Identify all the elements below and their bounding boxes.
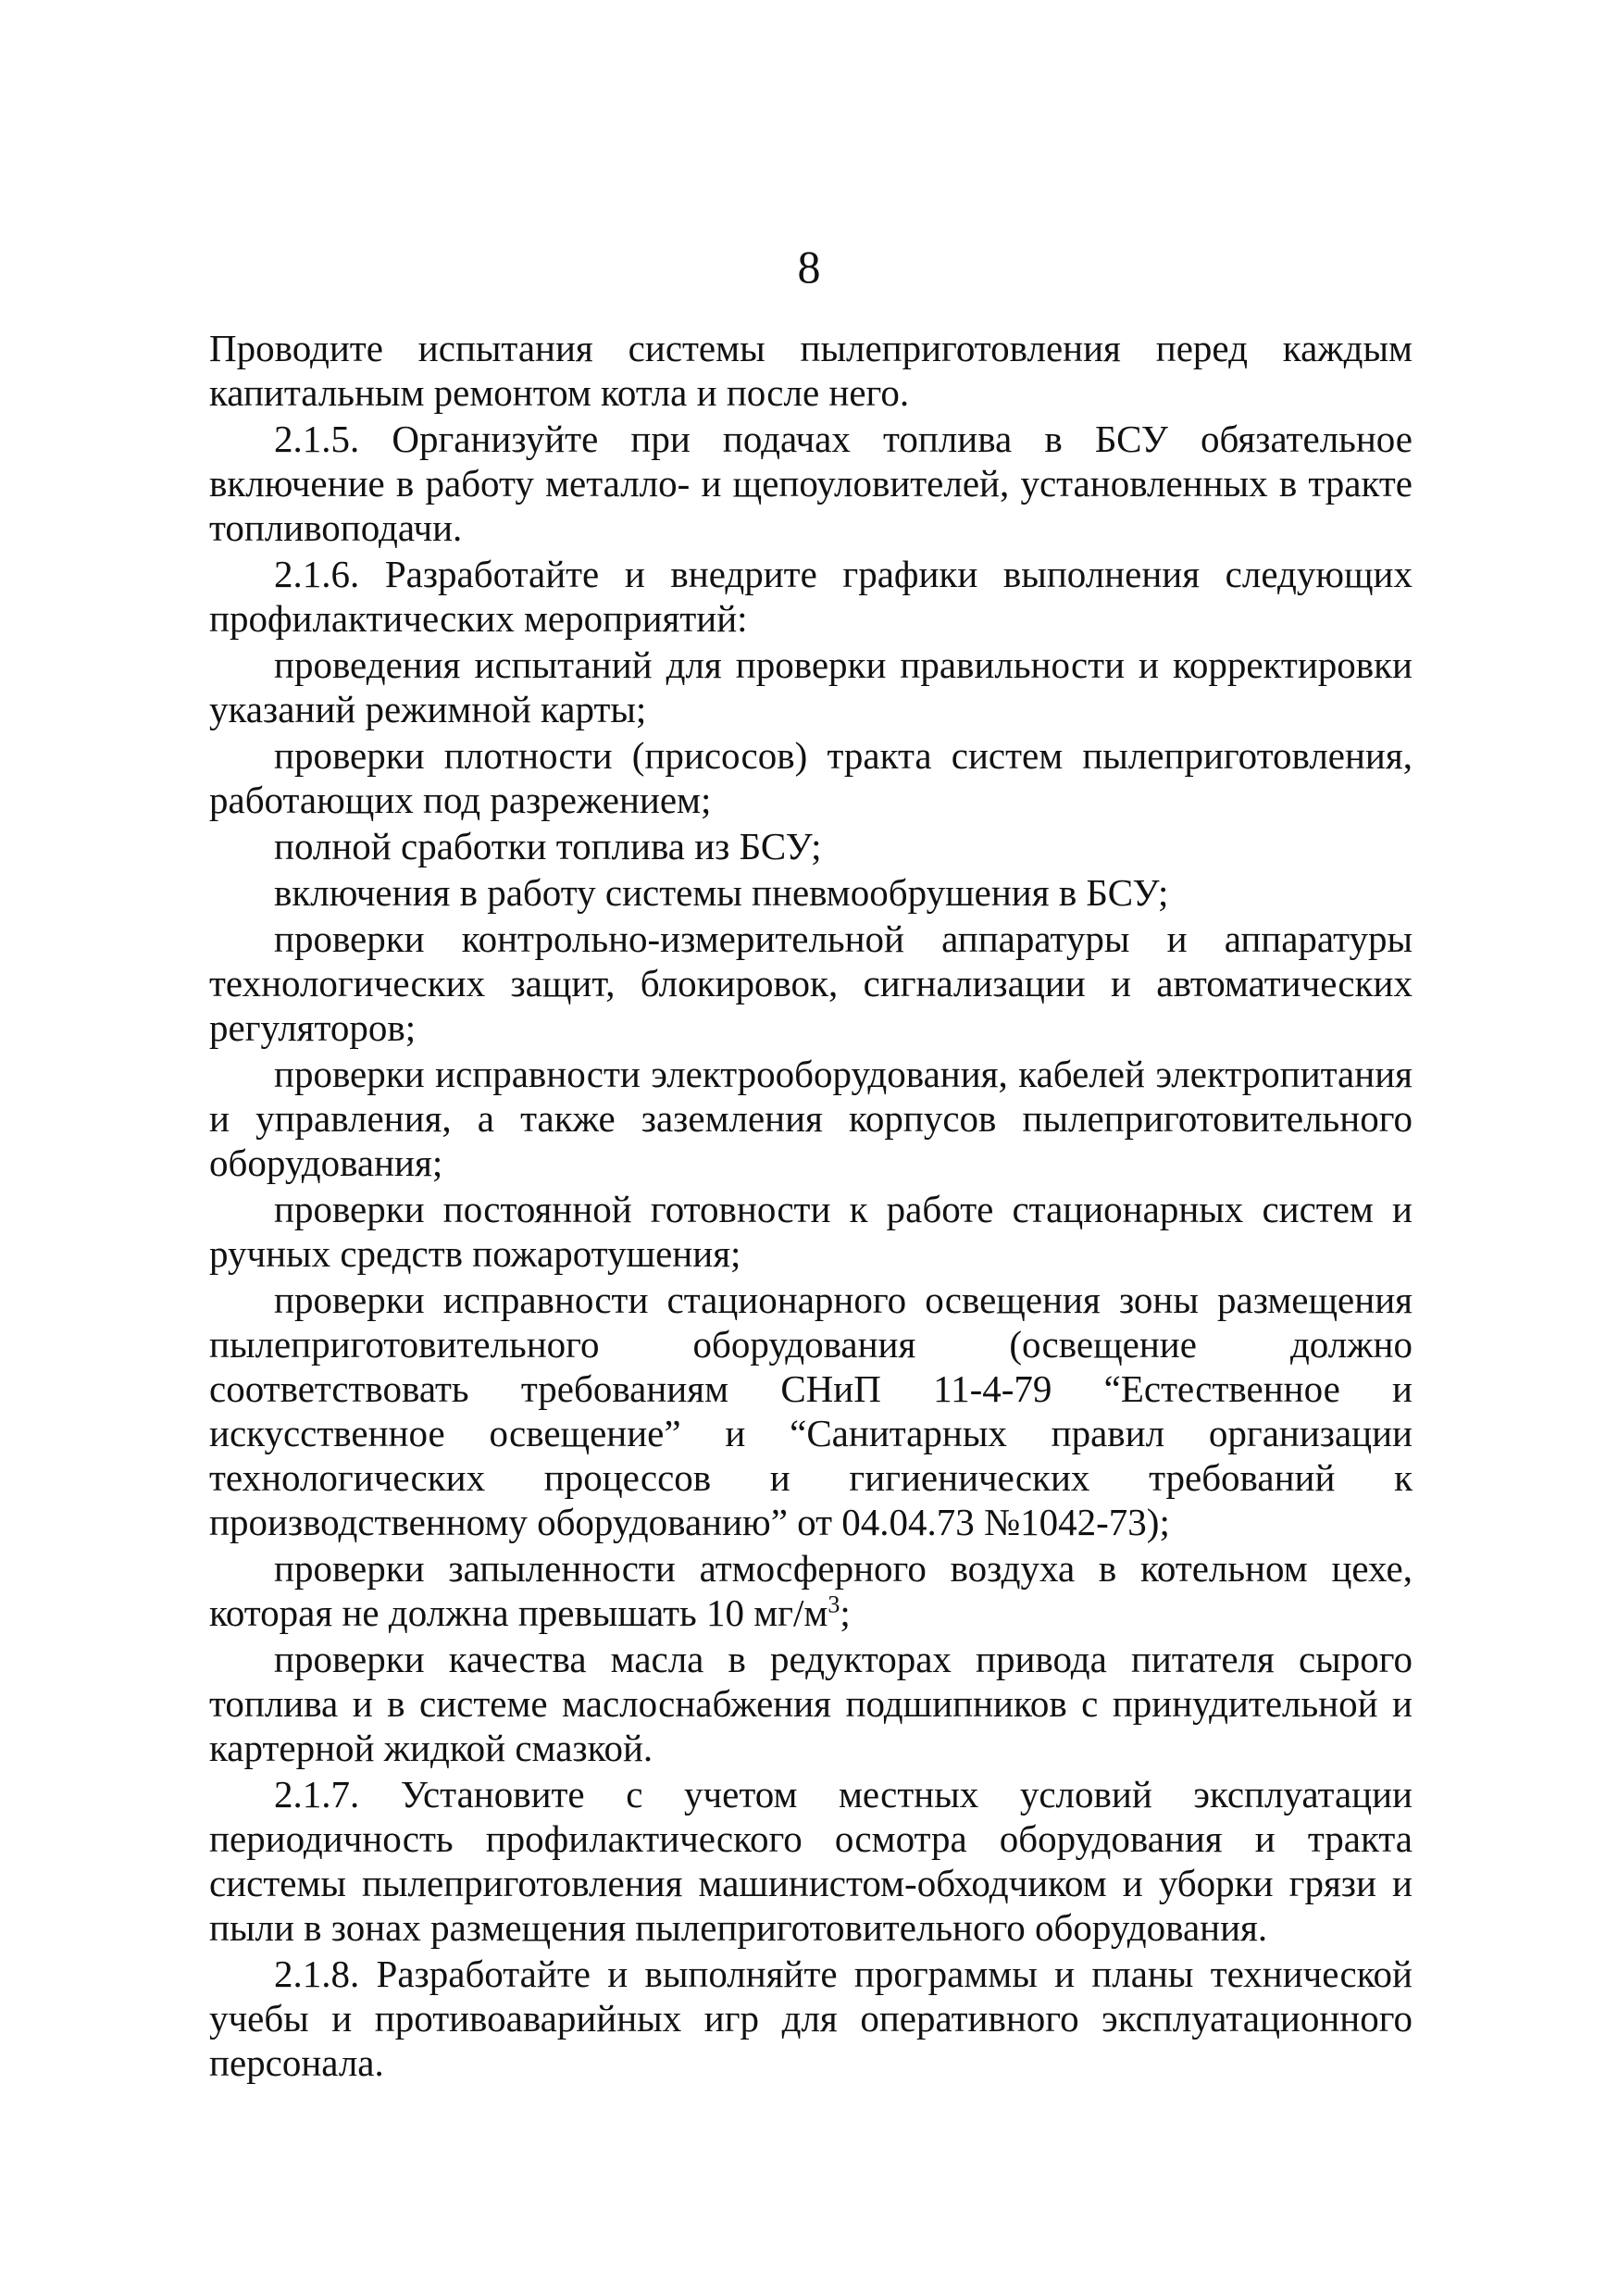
list-item-pneumatic-collapse: включения в работу системы пневмообрушения в БСУ; — [274, 871, 1169, 914]
body-text — [209, 326, 1413, 2085]
page-number: 8 — [797, 241, 821, 293]
list-item-air-leak-check: проверки плотности (присосов) тракта систем пылеприготовления, работающих под разрежением; — [209, 734, 1413, 821]
list-item-lighting-check: проверки исправности стационарного освещения зоны размещения пылеприготовительного оборудования (освещение должно соответствовать требованиям СНиП 11-4-79 “Естественное и искусственное освещение” и “Санитарных правил организации технологических процессов и гигиенических требований к производственному оборудованию” от 04.04.73 №1042-73); — [209, 1279, 1413, 1543]
paragraph-2-1-7: 2.1.7. Установите с учетом местных условий эксплуатации периодичность профилактического осмотра оборудования и тракта системы пылеприготовления машинистом-обходчиком и уборки грязи и пыли в зонах размещения пылеприготовительного оборудования. — [209, 1773, 1413, 1949]
paragraph-2-1-6: 2.1.6. Разработайте и внедрите графики выполнения следующих профилактических мероприятий: — [209, 553, 1413, 640]
list-item-electrical-check: проверки исправности электрооборудования, кабелей электропитания и управления, а также заземления корпусов пылеприготовительного оборудования; — [209, 1053, 1413, 1184]
list-item-dust-check — [209, 1546, 1413, 1635]
paragraph-2-1-5: 2.1.5. Организуйте при подачах топлива в БСУ обязательное включение в работу металло- и щепоуловителей, установленных в тракте топливоподачи. — [209, 418, 1413, 549]
list-item-instrumentation-check: проверки контрольно-измерительной аппаратуры и аппаратуры технологических защит, блокировок, сигнализации и автоматических регуляторов; — [209, 917, 1413, 1049]
dust-tail: ; — [840, 1591, 851, 1634]
list-item-fuel-depletion: полной сработки топлива из БСУ; — [274, 825, 822, 867]
dust-superscript: 3 — [828, 1591, 840, 1618]
list-item-fire-extinguishing: проверки постоянной готовности к работе стационарных систем и ручных средств пожаротушения; — [209, 1188, 1413, 1275]
paragraph-2-1-8: 2.1.8. Разработайте и выполняйте программы и планы технической учебы и противоаварийных игр для оперативного эксплуатационного персонала. — [209, 1953, 1413, 2084]
dust-text: проверки запыленности атмосферного воздуха в котельном цехе, которая не должна превышать 10 мг/м — [209, 1547, 1413, 1634]
list-item-regime-map: проведения испытаний для проверки правильности и корректировки указаний режимной карты; — [209, 643, 1413, 730]
list-item-oil-quality: проверки качества масла в редукторах привода питателя сырого топлива и в системе маслоснабжения подшипников с принудительной и картерной жидкой смазкой. — [209, 1638, 1413, 1769]
paragraph-tests-note: Проводите испытания системы пылеприготовления перед каждым капитальным ремонтом котла и после него. — [209, 327, 1413, 414]
